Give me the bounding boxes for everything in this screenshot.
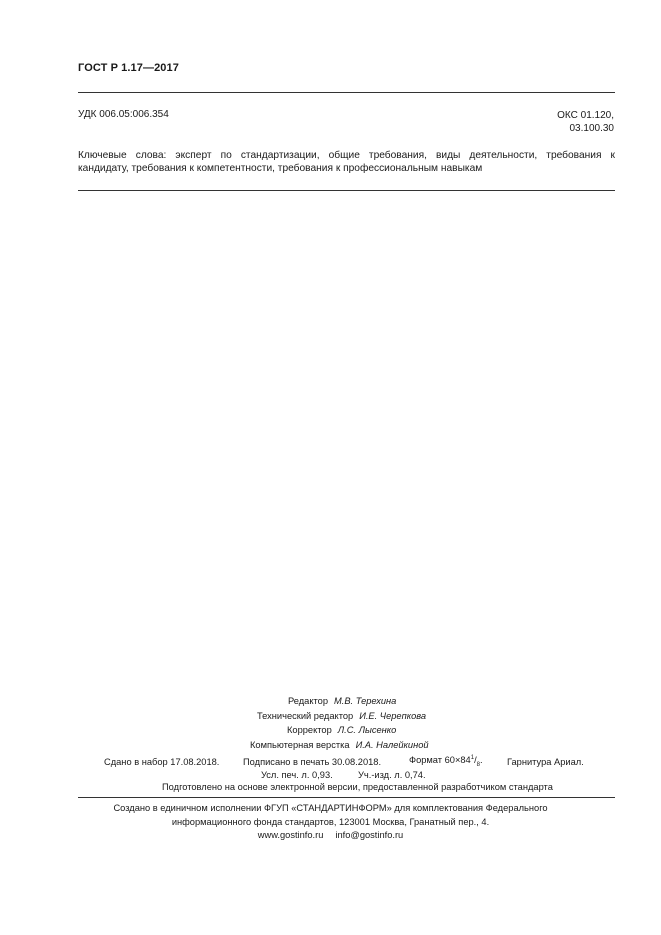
typeface: Гарнитура Ариал. [507, 757, 584, 767]
layout-row [250, 740, 429, 750]
format-sup: 1 [470, 755, 475, 761]
editor-role: Редактор [288, 696, 329, 706]
header-divider [78, 92, 615, 93]
prepared-note: Подготовлено на основе электронной версии, предоставленной разработчиком стандарта [162, 782, 553, 792]
editor-row [288, 696, 396, 706]
print-sheets: Усл. печ. л. 0,93. [261, 770, 333, 780]
editor-name: М.В. Терехина [334, 696, 397, 706]
keywords-divider [78, 190, 615, 191]
print-format: Формат $60\times 84^1/_8$. [409, 755, 483, 768]
footer-website[interactable]: www.gostinfo.ru [257, 830, 324, 840]
format-suffix: . [480, 755, 483, 766]
footer-contacts [0, 829, 661, 842]
footer-line-1: Создано в единичном исполнении ФГУП «СТАНДАРТИНФОРМ» для комплектования Федерального [113, 803, 548, 813]
tech-editor-name: И.Е. Черепкова [359, 711, 427, 721]
corrector-row [287, 725, 396, 735]
format-prefix: Формат 60×84 [409, 755, 471, 766]
typeset-date: Сдано в набор 17.08.2018. [104, 757, 220, 767]
signed-date: Подписано в печать 30.08.2018. [243, 757, 382, 767]
oks-code [557, 109, 614, 135]
oks-line-1: ОКС 01.120, [557, 110, 614, 121]
tech-editor-row [257, 711, 426, 721]
corrector-role: Корректор [287, 725, 332, 735]
layout-role: Компьютерная верстка [250, 740, 350, 750]
footer-email[interactable]: info@gostinfo.ru [335, 830, 404, 840]
keywords-line-2: кандидату, требования к компетентности, требования к профессиональным навыкам [78, 163, 483, 174]
keywords-line-1: Ключевые слова: эксперт по стандартизации, общие требования, виды деятельности, требования к [78, 150, 615, 161]
layout-name: И.А. Налейкиной [355, 740, 429, 750]
format-sub: 8 [476, 761, 481, 768]
tech-editor-role: Технический редактор [257, 711, 354, 721]
udk-code: УДК 006.05:006.354 [78, 109, 169, 120]
corrector-name: Л.С. Лысенко [337, 725, 397, 735]
edition-sheets: Уч.-изд. л. 0,74. [358, 770, 426, 780]
footer-divider [78, 797, 615, 798]
keywords-block [78, 149, 615, 175]
document-header-title: ГОСТ Р 1.17—2017 [78, 62, 179, 74]
footer-line-2: информационного фонда стандартов, 123001 Москва, Гранатный пер., 4. [171, 817, 490, 827]
oks-line-2: 03.100.30 [569, 123, 614, 134]
